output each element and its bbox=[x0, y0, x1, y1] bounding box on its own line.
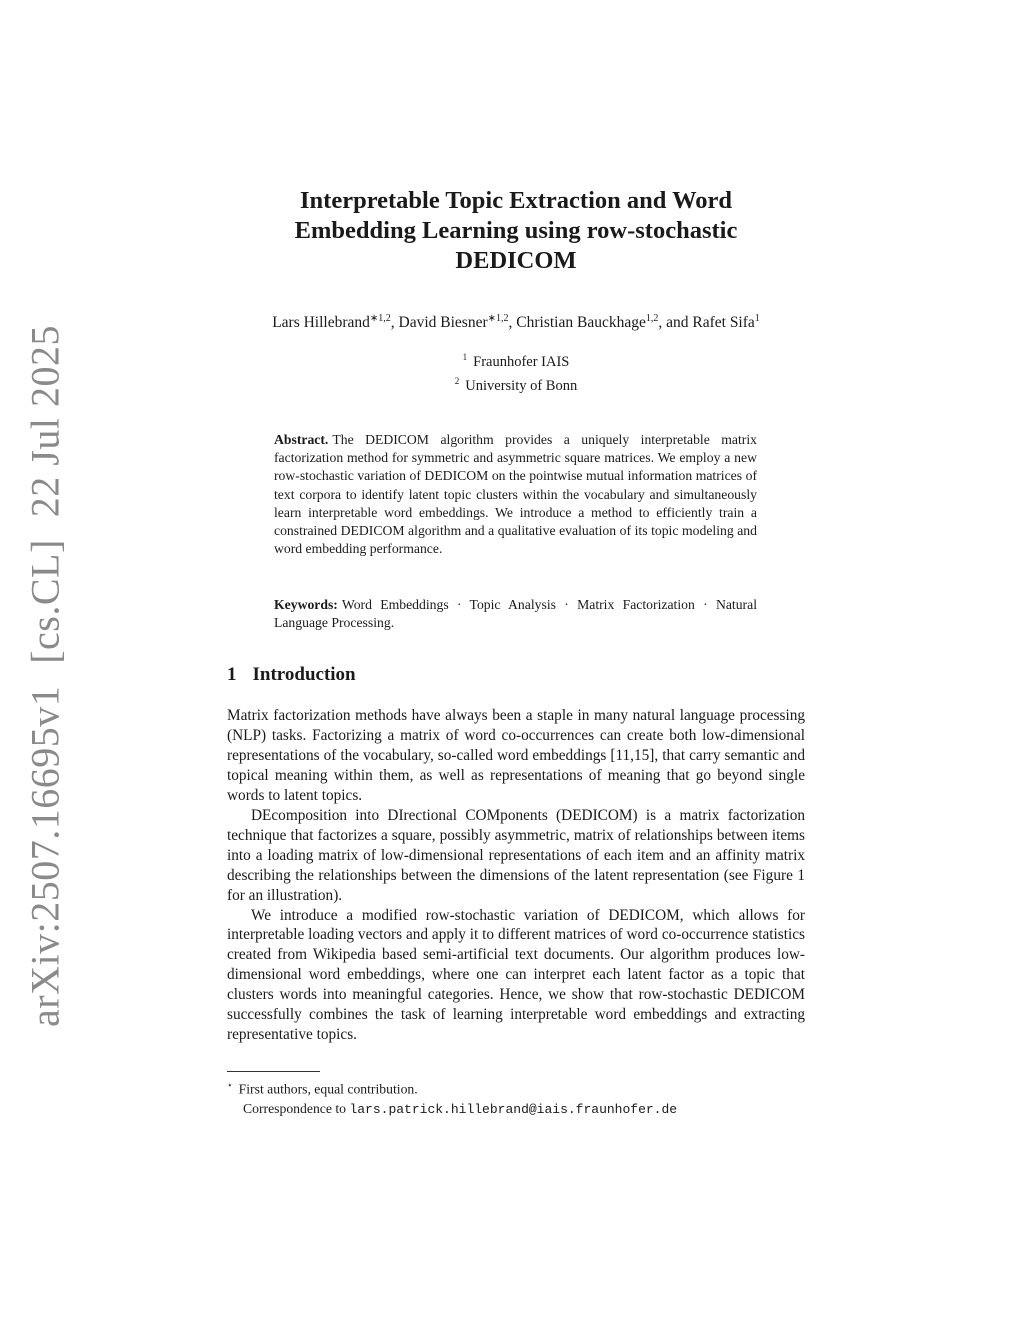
abstract-text: The DEDICOM algorithm provides a uniquely interpretable matrix factorization method for symmetric and asymmetric square matrices. We employ a new row-stochastic variation of DEDICOM on the pointwise mutual information matrices of text corpora to identify latent topic clusters within the vocabulary and simultaneously learn interpretable word embeddings. We introduce a method to efficiently train a constrained DEDICOM algorithm and a qualitative evaluation of its topic modeling and word embedding performance. bbox=[274, 432, 757, 557]
title-line-1: Interpretable Topic Extraction and Word bbox=[300, 187, 732, 214]
author-affiliation-mark: ∗1,2 bbox=[369, 313, 391, 324]
author-affiliation-mark: ∗1,2 bbox=[487, 313, 509, 324]
body-paragraph: We introduce a modified row-stochastic variation of DEDICOM, which allows for interpretable loading vectors and apply it to different matrices of word co-occurrence statistics created from Wikipedia based semi-artificial text documents. Our algorithm produces low-dimensional word embeddings, where one can interpret each latent factor as a topic that clusters words into meaningful categories. Hence, we show that row-stochastic DEDICOM successfully combines the task of learning interpretable word embeddings and extracting representative topics. bbox=[227, 906, 805, 1044]
correspondence-email[interactable]: lars.patrick.hillebrand@iais.fraunhofer.de bbox=[349, 1101, 678, 1117]
affiliations bbox=[227, 348, 805, 396]
section-number: 1 bbox=[227, 664, 237, 685]
arxiv-side-identifier bbox=[22, 303, 69, 1027]
footnote bbox=[227, 1076, 805, 1119]
affiliation-number: 1 bbox=[462, 352, 468, 362]
correspondence-label: Correspondence to bbox=[243, 1100, 347, 1116]
footnote-line bbox=[227, 1076, 805, 1099]
author-list bbox=[227, 313, 805, 332]
title-line-2: Embedding Learning using row-stochastic bbox=[294, 217, 738, 244]
affiliation bbox=[227, 372, 805, 396]
abstract bbox=[274, 431, 757, 558]
abstract-label: Abstract. bbox=[274, 432, 329, 447]
section-heading bbox=[227, 664, 356, 686]
affiliation-name: University of Bonn bbox=[465, 377, 578, 394]
body-paragraph: DEcomposition into DIrectional COMponents (DEDICOM) is a matrix factorization technique that factorizes a square, possibly asymmetric, matrix of relationships between items into a loading matrix of low-dimensional representations of each item and an affinity matrix describing the relationships between the dimensions of the latent representation (see Figure 1 for an illustration). bbox=[227, 806, 805, 904]
introduction-body bbox=[227, 706, 805, 1045]
affiliation-number: 2 bbox=[454, 375, 460, 386]
author-affiliation-mark: 1,2 bbox=[645, 313, 659, 324]
footnote-mark: ⋆ bbox=[227, 1080, 233, 1090]
title-line-3: DEDICOM bbox=[455, 247, 577, 274]
affiliation-name: Fraunhofer IAIS bbox=[473, 353, 570, 370]
author-name: David Biesner bbox=[398, 314, 488, 332]
author-affiliation-mark: 1 bbox=[754, 313, 760, 324]
author-name: Rafet Sifa bbox=[692, 314, 755, 332]
author-name: Christian Bauckhage bbox=[516, 314, 646, 332]
footnote-text: First authors, equal contribution. bbox=[238, 1081, 418, 1097]
arxiv-date: 22 Jul 2025 bbox=[22, 325, 68, 518]
keywords-text: Word Embeddings · Topic Analysis · Matrix Factorization · Natural Language Processing. bbox=[274, 597, 757, 631]
body-paragraph: Matrix factorization methods have always been a staple in many natural language processing (NLP) tasks. Factorizing a matrix of word co-occurrences can create both low-dimensional representations of the vocabulary, so-called word embeddings [11,15], that carry semantic and topical meaning within them, as well as representations of meaning that go beyond single words to latent topics. bbox=[227, 707, 805, 804]
paper-title bbox=[227, 186, 805, 276]
arxiv-category: [cs.CL] bbox=[22, 539, 68, 664]
footnote-rule bbox=[227, 1071, 320, 1072]
section-title: Introduction bbox=[252, 664, 356, 685]
keywords bbox=[274, 596, 757, 632]
arxiv-id[interactable]: arXiv:2507.16695v1 bbox=[22, 685, 68, 1027]
footnote-line bbox=[227, 1099, 805, 1119]
author-separator: , bbox=[390, 314, 399, 332]
keywords-label: Keywords: bbox=[274, 597, 338, 612]
author-separator: , bbox=[508, 314, 517, 332]
author-separator: , and bbox=[658, 314, 693, 332]
author-name: Lars Hillebrand bbox=[272, 314, 370, 332]
affiliation bbox=[227, 348, 805, 372]
